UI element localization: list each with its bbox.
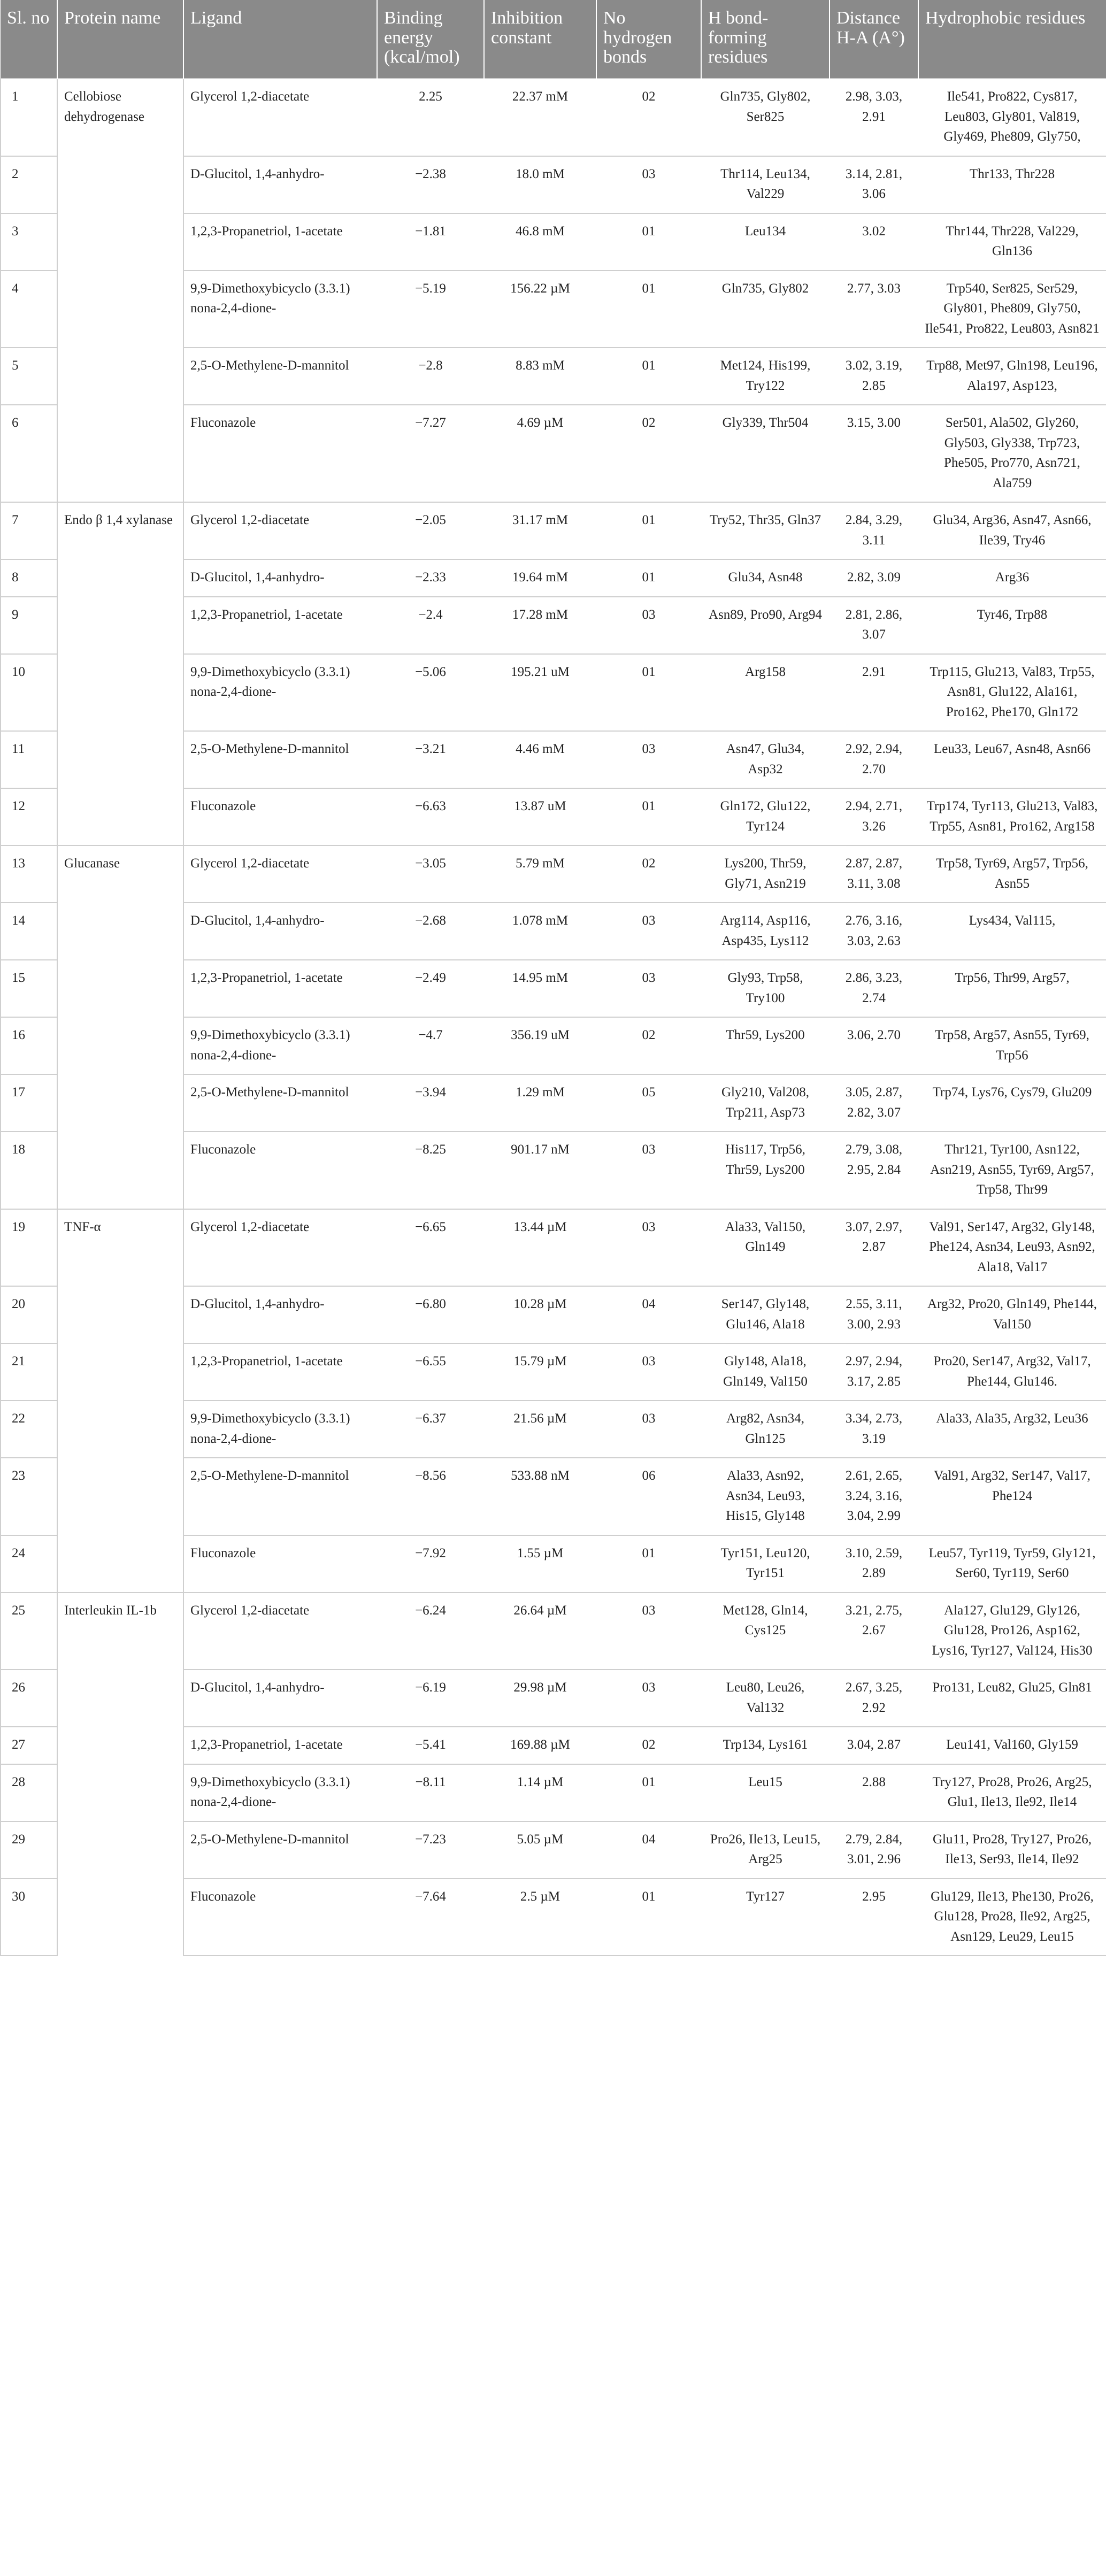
cell-inhibition-constant: 156.22 µM bbox=[484, 271, 596, 348]
cell-hydrophobic-residues: Thr133, Thr228 bbox=[918, 156, 1106, 213]
cell-binding-energy: −6.65 bbox=[377, 1209, 484, 1287]
header-ligand: Ligand bbox=[183, 0, 377, 79]
cell-hbond-residues: Met128, Gln14, Cys125 bbox=[701, 1593, 830, 1670]
cell-ligand: 2,5-O-Methylene-D-mannitol bbox=[183, 1458, 377, 1535]
cell-ligand: Glycerol 1,2-diacetate bbox=[183, 502, 377, 559]
cell-distance: 2.79, 3.08, 2.95, 2.84 bbox=[830, 1132, 918, 1209]
cell-hbond-residues: Pro26, Ile13, Leu15, Arg25 bbox=[701, 1821, 830, 1879]
cell-hydrophobic-residues: Val91, Ser147, Arg32, Gly148, Phe124, Asn34, Leu93, Asn92, Ala18, Val17 bbox=[918, 1209, 1106, 1287]
cell-distance: 3.21, 2.75, 2.67 bbox=[830, 1593, 918, 1670]
cell-hydrophobic-residues: Thr121, Tyr100, Asn122, Asn219, Asn55, Tyr69, Arg57, Trp58, Thr99 bbox=[918, 1132, 1106, 1209]
cell-inhibition-constant: 21.56 µM bbox=[484, 1401, 596, 1458]
cell-hydrogen-bonds: 03 bbox=[596, 1401, 701, 1458]
cell-protein-name: Interleukin IL-1b bbox=[57, 1593, 183, 1956]
table-header bbox=[1, 0, 1106, 79]
cell-ligand: 9,9-Dimethoxybicyclo (3.3.1) nona-2,4-dione- bbox=[183, 1764, 377, 1821]
cell-ligand: D-Glucitol, 1,4-anhydro- bbox=[183, 903, 377, 960]
cell-inhibition-constant: 4.46 mM bbox=[484, 731, 596, 788]
cell-sl-no: 9 bbox=[1, 597, 57, 654]
cell-hydrogen-bonds: 01 bbox=[596, 654, 701, 732]
cell-ligand: 1,2,3-Propanetriol, 1-acetate bbox=[183, 213, 377, 271]
header-row bbox=[1, 0, 1106, 79]
cell-ligand: 9,9-Dimethoxybicyclo (3.3.1) nona-2,4-dione- bbox=[183, 1401, 377, 1458]
cell-sl-no: 25 bbox=[1, 1593, 57, 1670]
cell-binding-energy: −6.19 bbox=[377, 1670, 484, 1727]
cell-hydrophobic-residues: Trp58, Arg57, Asn55, Tyr69, Trp56 bbox=[918, 1017, 1106, 1074]
cell-hydrogen-bonds: 01 bbox=[596, 348, 701, 405]
cell-protein-name: Endo β 1,4 xylanase bbox=[57, 502, 183, 845]
cell-binding-energy: −2.33 bbox=[377, 559, 484, 597]
cell-hydrophobic-residues: Pro20, Ser147, Arg32, Val17, Phe144, Glu146. bbox=[918, 1343, 1106, 1401]
cell-distance: 2.98, 3.03, 2.91 bbox=[830, 79, 918, 156]
header-hbond-residues: H bond-forming residues bbox=[701, 0, 830, 79]
cell-hbond-residues: Leu134 bbox=[701, 213, 830, 271]
cell-hydrogen-bonds: 01 bbox=[596, 788, 701, 845]
cell-hydrogen-bonds: 02 bbox=[596, 845, 701, 903]
cell-distance: 2.97, 2.94, 3.17, 2.85 bbox=[830, 1343, 918, 1401]
cell-distance: 2.95 bbox=[830, 1879, 918, 1956]
cell-binding-energy: −3.21 bbox=[377, 731, 484, 788]
cell-binding-energy: −1.81 bbox=[377, 213, 484, 271]
cell-sl-no: 11 bbox=[1, 731, 57, 788]
cell-hydrophobic-residues: Glu129, Ile13, Phe130, Pro26, Glu128, Pro28, Ile92, Arg25, Asn129, Leu29, Leu15 bbox=[918, 1879, 1106, 1956]
cell-binding-energy: −2.38 bbox=[377, 156, 484, 213]
cell-ligand: 9,9-Dimethoxybicyclo (3.3.1) nona-2,4-dione- bbox=[183, 271, 377, 348]
cell-hydrogen-bonds: 01 bbox=[596, 502, 701, 559]
cell-hydrogen-bonds: 03 bbox=[596, 1593, 701, 1670]
cell-ligand: Fluconazole bbox=[183, 1132, 377, 1209]
cell-binding-energy: −6.37 bbox=[377, 1401, 484, 1458]
cell-hbond-residues: Gln735, Gly802 bbox=[701, 271, 830, 348]
cell-hbond-residues: Ala33, Asn92, Asn34, Leu93, His15, Gly148 bbox=[701, 1458, 830, 1535]
table-row bbox=[1, 1593, 1106, 1670]
cell-binding-energy: −3.05 bbox=[377, 845, 484, 903]
cell-hbond-residues: Arg82, Asn34, Gln125 bbox=[701, 1401, 830, 1458]
cell-hydrophobic-residues: Ser501, Ala502, Gly260, Gly503, Gly338, Trp723, Phe505, Pro770, Asn721, Ala759 bbox=[918, 405, 1106, 502]
cell-hydrogen-bonds: 04 bbox=[596, 1286, 701, 1343]
cell-ligand: D-Glucitol, 1,4-anhydro- bbox=[183, 1286, 377, 1343]
cell-inhibition-constant: 10.28 µM bbox=[484, 1286, 596, 1343]
cell-hbond-residues: Thr114, Leu134, Val229 bbox=[701, 156, 830, 213]
cell-hbond-residues: Lys200, Thr59, Gly71, Asn219 bbox=[701, 845, 830, 903]
cell-hydrophobic-residues: Trp56, Thr99, Arg57, bbox=[918, 960, 1106, 1017]
cell-distance: 2.84, 3.29, 3.11 bbox=[830, 502, 918, 559]
cell-distance: 3.02 bbox=[830, 213, 918, 271]
cell-binding-energy: −7.27 bbox=[377, 405, 484, 502]
cell-inhibition-constant: 901.17 nM bbox=[484, 1132, 596, 1209]
cell-hydrophobic-residues: Trp88, Met97, Gln198, Leu196, Ala197, Asp123, bbox=[918, 348, 1106, 405]
cell-inhibition-constant: 5.05 µM bbox=[484, 1821, 596, 1879]
cell-ligand: 2,5-O-Methylene-D-mannitol bbox=[183, 348, 377, 405]
cell-hbond-residues: Thr59, Lys200 bbox=[701, 1017, 830, 1074]
cell-distance: 2.92, 2.94, 2.70 bbox=[830, 731, 918, 788]
cell-hbond-residues: Gly210, Val208, Trp211, Asp73 bbox=[701, 1074, 830, 1132]
cell-hydrogen-bonds: 03 bbox=[596, 903, 701, 960]
cell-distance: 2.55, 3.11, 3.00, 2.93 bbox=[830, 1286, 918, 1343]
header-binding-energy: Binding energy (kcal/mol) bbox=[377, 0, 484, 79]
cell-ligand: Fluconazole bbox=[183, 1879, 377, 1956]
cell-hydrogen-bonds: 01 bbox=[596, 213, 701, 271]
cell-hydrogen-bonds: 02 bbox=[596, 1017, 701, 1074]
cell-sl-no: 21 bbox=[1, 1343, 57, 1401]
cell-ligand: 1,2,3-Propanetriol, 1-acetate bbox=[183, 960, 377, 1017]
cell-distance: 2.67, 3.25, 2.92 bbox=[830, 1670, 918, 1727]
cell-inhibition-constant: 1.14 µM bbox=[484, 1764, 596, 1821]
cell-binding-energy: −2.4 bbox=[377, 597, 484, 654]
cell-sl-no: 29 bbox=[1, 1821, 57, 1879]
cell-hydrophobic-residues: Leu57, Tyr119, Tyr59, Gly121, Ser60, Tyr119, Ser60 bbox=[918, 1535, 1106, 1593]
cell-sl-no: 14 bbox=[1, 903, 57, 960]
cell-sl-no: 22 bbox=[1, 1401, 57, 1458]
cell-hydrophobic-residues: Thr144, Thr228, Val229, Gln136 bbox=[918, 213, 1106, 271]
cell-sl-no: 16 bbox=[1, 1017, 57, 1074]
cell-sl-no: 1 bbox=[1, 79, 57, 156]
cell-hbond-residues: Gly93, Trp58, Try100 bbox=[701, 960, 830, 1017]
cell-hydrogen-bonds: 02 bbox=[596, 1727, 701, 1764]
cell-sl-no: 2 bbox=[1, 156, 57, 213]
cell-ligand: 1,2,3-Propanetriol, 1-acetate bbox=[183, 1343, 377, 1401]
cell-ligand: Fluconazole bbox=[183, 788, 377, 845]
cell-hydrophobic-residues: Arg36 bbox=[918, 559, 1106, 597]
cell-hydrogen-bonds: 03 bbox=[596, 731, 701, 788]
cell-sl-no: 18 bbox=[1, 1132, 57, 1209]
cell-hydrogen-bonds: 02 bbox=[596, 405, 701, 502]
cell-sl-no: 27 bbox=[1, 1727, 57, 1764]
cell-ligand: D-Glucitol, 1,4-anhydro- bbox=[183, 1670, 377, 1727]
cell-hydrophobic-residues: Ile541, Pro822, Cys817, Leu803, Gly801, Val819, Gly469, Phe809, Gly750, bbox=[918, 79, 1106, 156]
cell-sl-no: 28 bbox=[1, 1764, 57, 1821]
cell-distance: 3.34, 2.73, 3.19 bbox=[830, 1401, 918, 1458]
cell-hydrogen-bonds: 04 bbox=[596, 1821, 701, 1879]
cell-ligand: 2,5-O-Methylene-D-mannitol bbox=[183, 1074, 377, 1132]
cell-inhibition-constant: 26.64 µM bbox=[484, 1593, 596, 1670]
cell-distance: 3.05, 2.87, 2.82, 3.07 bbox=[830, 1074, 918, 1132]
cell-distance: 2.87, 2.87, 3.11, 3.08 bbox=[830, 845, 918, 903]
cell-hbond-residues: Gly339, Thr504 bbox=[701, 405, 830, 502]
cell-sl-no: 4 bbox=[1, 271, 57, 348]
cell-hydrogen-bonds: 05 bbox=[596, 1074, 701, 1132]
cell-sl-no: 30 bbox=[1, 1879, 57, 1956]
cell-protein-name: Cellobiose dehydrogenase bbox=[57, 79, 183, 502]
cell-sl-no: 8 bbox=[1, 559, 57, 597]
header-hydrogen-bonds: No hydrogen bonds bbox=[596, 0, 701, 79]
cell-binding-energy: −5.19 bbox=[377, 271, 484, 348]
cell-distance: 2.88 bbox=[830, 1764, 918, 1821]
cell-inhibition-constant: 17.28 mM bbox=[484, 597, 596, 654]
cell-inhibition-constant: 13.87 uM bbox=[484, 788, 596, 845]
cell-sl-no: 13 bbox=[1, 845, 57, 903]
table-body bbox=[1, 79, 1106, 1956]
table-row bbox=[1, 79, 1106, 156]
cell-hbond-residues: Leu15 bbox=[701, 1764, 830, 1821]
cell-distance: 3.15, 3.00 bbox=[830, 405, 918, 502]
cell-ligand: 9,9-Dimethoxybicyclo (3.3.1) nona-2,4-dione- bbox=[183, 654, 377, 732]
cell-ligand: Glycerol 1,2-diacetate bbox=[183, 1209, 377, 1287]
cell-hbond-residues: Met124, His199, Try122 bbox=[701, 348, 830, 405]
cell-inhibition-constant: 1.55 µM bbox=[484, 1535, 596, 1593]
cell-inhibition-constant: 29.98 µM bbox=[484, 1670, 596, 1727]
cell-hydrogen-bonds: 03 bbox=[596, 1343, 701, 1401]
cell-hydrogen-bonds: 03 bbox=[596, 597, 701, 654]
cell-hydrogen-bonds: 03 bbox=[596, 1209, 701, 1287]
cell-hydrophobic-residues: Trp115, Glu213, Val83, Trp55, Asn81, Glu122, Ala161, Pro162, Phe170, Gln172 bbox=[918, 654, 1106, 732]
cell-inhibition-constant: 169.88 µM bbox=[484, 1727, 596, 1764]
cell-binding-energy: −6.55 bbox=[377, 1343, 484, 1401]
cell-inhibition-constant: 18.0 mM bbox=[484, 156, 596, 213]
cell-binding-energy: −5.41 bbox=[377, 1727, 484, 1764]
cell-inhibition-constant: 31.17 mM bbox=[484, 502, 596, 559]
cell-hydrogen-bonds: 01 bbox=[596, 271, 701, 348]
cell-binding-energy: −2.68 bbox=[377, 903, 484, 960]
cell-hydrophobic-residues: Glu34, Arg36, Asn47, Asn66, Ile39, Try46 bbox=[918, 502, 1106, 559]
cell-binding-energy: 2.25 bbox=[377, 79, 484, 156]
cell-ligand: 9,9-Dimethoxybicyclo (3.3.1) nona-2,4-dione- bbox=[183, 1017, 377, 1074]
table-row bbox=[1, 502, 1106, 559]
cell-distance: 3.02, 3.19, 2.85 bbox=[830, 348, 918, 405]
cell-hydrogen-bonds: 03 bbox=[596, 1670, 701, 1727]
cell-ligand: Fluconazole bbox=[183, 405, 377, 502]
cell-hydrophobic-residues: Ala33, Ala35, Arg32, Leu36 bbox=[918, 1401, 1106, 1458]
cell-ligand: Glycerol 1,2-diacetate bbox=[183, 845, 377, 903]
cell-sl-no: 6 bbox=[1, 405, 57, 502]
cell-ligand: Fluconazole bbox=[183, 1535, 377, 1593]
cell-sl-no: 23 bbox=[1, 1458, 57, 1535]
cell-binding-energy: −8.56 bbox=[377, 1458, 484, 1535]
cell-binding-energy: −7.92 bbox=[377, 1535, 484, 1593]
cell-ligand: 2,5-O-Methylene-D-mannitol bbox=[183, 731, 377, 788]
cell-hydrophobic-residues: Leu33, Leu67, Asn48, Asn66 bbox=[918, 731, 1106, 788]
cell-ligand: 2,5-O-Methylene-D-mannitol bbox=[183, 1821, 377, 1879]
cell-sl-no: 17 bbox=[1, 1074, 57, 1132]
header-hydrophobic-residues: Hydrophobic residues bbox=[918, 0, 1106, 79]
cell-hydrophobic-residues: Arg32, Pro20, Gln149, Phe144, Val150 bbox=[918, 1286, 1106, 1343]
cell-inhibition-constant: 1.29 mM bbox=[484, 1074, 596, 1132]
cell-sl-no: 5 bbox=[1, 348, 57, 405]
cell-hydrogen-bonds: 03 bbox=[596, 1132, 701, 1209]
cell-binding-energy: −3.94 bbox=[377, 1074, 484, 1132]
cell-hbond-residues: Gln735, Gly802, Ser825 bbox=[701, 79, 830, 156]
cell-distance: 3.07, 2.97, 2.87 bbox=[830, 1209, 918, 1287]
cell-hbond-residues: Ala33, Val150, Gln149 bbox=[701, 1209, 830, 1287]
cell-distance: 2.94, 2.71, 3.26 bbox=[830, 788, 918, 845]
cell-hbond-residues: Asn89, Pro90, Arg94 bbox=[701, 597, 830, 654]
cell-hydrophobic-residues: Trp74, Lys76, Cys79, Glu209 bbox=[918, 1074, 1106, 1132]
cell-binding-energy: −5.06 bbox=[377, 654, 484, 732]
cell-hbond-residues: Gly148, Ala18, Gln149, Val150 bbox=[701, 1343, 830, 1401]
cell-inhibition-constant: 14.95 mM bbox=[484, 960, 596, 1017]
cell-hydrophobic-residues: Ala127, Glu129, Gly126, Glu128, Pro126, Asp162, Lys16, Tyr127, Val124, His30 bbox=[918, 1593, 1106, 1670]
cell-sl-no: 24 bbox=[1, 1535, 57, 1593]
cell-hbond-residues: Asn47, Glu34, Asp32 bbox=[701, 731, 830, 788]
cell-inhibition-constant: 5.79 mM bbox=[484, 845, 596, 903]
cell-hbond-residues: Glu34, Asn48 bbox=[701, 559, 830, 597]
cell-ligand: D-Glucitol, 1,4-anhydro- bbox=[183, 559, 377, 597]
header-sl-no: Sl. no bbox=[1, 0, 57, 79]
cell-sl-no: 15 bbox=[1, 960, 57, 1017]
cell-ligand: 1,2,3-Propanetriol, 1-acetate bbox=[183, 597, 377, 654]
cell-hydrophobic-residues: Val91, Arg32, Ser147, Val17, Phe124 bbox=[918, 1458, 1106, 1535]
cell-inhibition-constant: 2.5 µM bbox=[484, 1879, 596, 1956]
cell-hydrophobic-residues: Lys434, Val115, bbox=[918, 903, 1106, 960]
cell-hbond-residues: Tyr151, Leu120, Tyr151 bbox=[701, 1535, 830, 1593]
cell-inhibition-constant: 22.37 mM bbox=[484, 79, 596, 156]
cell-binding-energy: −2.05 bbox=[377, 502, 484, 559]
cell-inhibition-constant: 195.21 uM bbox=[484, 654, 596, 732]
cell-hbond-residues: His117, Trp56, Thr59, Lys200 bbox=[701, 1132, 830, 1209]
cell-hydrogen-bonds: 03 bbox=[596, 960, 701, 1017]
cell-sl-no: 19 bbox=[1, 1209, 57, 1287]
cell-hbond-residues: Trp134, Lys161 bbox=[701, 1727, 830, 1764]
cell-hydrogen-bonds: 01 bbox=[596, 1879, 701, 1956]
cell-distance: 2.81, 2.86, 3.07 bbox=[830, 597, 918, 654]
cell-hydrophobic-residues: Trp174, Tyr113, Glu213, Val83, Trp55, Asn81, Pro162, Arg158 bbox=[918, 788, 1106, 845]
cell-protein-name: Glucanase bbox=[57, 845, 183, 1209]
cell-distance: 3.06, 2.70 bbox=[830, 1017, 918, 1074]
cell-hydrogen-bonds: 01 bbox=[596, 559, 701, 597]
cell-distance: 2.76, 3.16, 3.03, 2.63 bbox=[830, 903, 918, 960]
cell-inhibition-constant: 533.88 nM bbox=[484, 1458, 596, 1535]
cell-binding-energy: −6.24 bbox=[377, 1593, 484, 1670]
cell-hydrogen-bonds: 01 bbox=[596, 1535, 701, 1593]
cell-hydrogen-bonds: 06 bbox=[596, 1458, 701, 1535]
cell-binding-energy: −2.8 bbox=[377, 348, 484, 405]
cell-hbond-residues: Arg114, Asp116, Asp435, Lys112 bbox=[701, 903, 830, 960]
cell-hydrogen-bonds: 02 bbox=[596, 79, 701, 156]
cell-hbond-residues: Leu80, Leu26, Val132 bbox=[701, 1670, 830, 1727]
cell-hydrophobic-residues: Tyr46, Trp88 bbox=[918, 597, 1106, 654]
cell-sl-no: 7 bbox=[1, 502, 57, 559]
cell-binding-energy: −7.64 bbox=[377, 1879, 484, 1956]
cell-inhibition-constant: 46.8 mM bbox=[484, 213, 596, 271]
cell-hydrophobic-residues: Glu11, Pro28, Try127, Pro26, Ile13, Ser93, Ile14, Ile92 bbox=[918, 1821, 1106, 1879]
cell-inhibition-constant: 19.64 mM bbox=[484, 559, 596, 597]
cell-inhibition-constant: 8.83 mM bbox=[484, 348, 596, 405]
cell-hydrophobic-residues: Trp58, Tyr69, Arg57, Trp56, Asn55 bbox=[918, 845, 1106, 903]
cell-ligand: Glycerol 1,2-diacetate bbox=[183, 1593, 377, 1670]
header-distance: Distance H-A (A°) bbox=[830, 0, 918, 79]
cell-sl-no: 20 bbox=[1, 1286, 57, 1343]
cell-distance: 2.79, 2.84, 3.01, 2.96 bbox=[830, 1821, 918, 1879]
cell-binding-energy: −8.11 bbox=[377, 1764, 484, 1821]
table-row bbox=[1, 845, 1106, 903]
cell-distance: 2.61, 2.65, 3.24, 3.16, 3.04, 2.99 bbox=[830, 1458, 918, 1535]
cell-binding-energy: −8.25 bbox=[377, 1132, 484, 1209]
cell-inhibition-constant: 4.69 µM bbox=[484, 405, 596, 502]
cell-sl-no: 12 bbox=[1, 788, 57, 845]
cell-binding-energy: −4.7 bbox=[377, 1017, 484, 1074]
cell-binding-energy: −6.80 bbox=[377, 1286, 484, 1343]
cell-distance: 2.77, 3.03 bbox=[830, 271, 918, 348]
cell-inhibition-constant: 13.44 µM bbox=[484, 1209, 596, 1287]
cell-binding-energy: −2.49 bbox=[377, 960, 484, 1017]
cell-hydrophobic-residues: Trp540, Ser825, Ser529, Gly801, Phe809, Gly750, Ile541, Pro822, Leu803, Asn821 bbox=[918, 271, 1106, 348]
cell-hydrophobic-residues: Leu141, Val160, Gly159 bbox=[918, 1727, 1106, 1764]
cell-distance: 2.91 bbox=[830, 654, 918, 732]
header-protein-name: Protein name bbox=[57, 0, 183, 79]
cell-ligand: 1,2,3-Propanetriol, 1-acetate bbox=[183, 1727, 377, 1764]
cell-hydrophobic-residues: Try127, Pro28, Pro26, Arg25, Glu1, Ile13, Ile92, Ile14 bbox=[918, 1764, 1106, 1821]
cell-sl-no: 26 bbox=[1, 1670, 57, 1727]
table-row bbox=[1, 1209, 1106, 1287]
cell-hbond-residues: Ser147, Gly148, Glu146, Ala18 bbox=[701, 1286, 830, 1343]
cell-hydrophobic-residues: Pro131, Leu82, Glu25, Gln81 bbox=[918, 1670, 1106, 1727]
cell-hbond-residues: Tyr127 bbox=[701, 1879, 830, 1956]
header-inhibition-constant: Inhibition constant bbox=[484, 0, 596, 79]
cell-distance: 2.86, 3.23, 2.74 bbox=[830, 960, 918, 1017]
cell-hydrogen-bonds: 03 bbox=[596, 156, 701, 213]
cell-distance: 3.10, 2.59, 2.89 bbox=[830, 1535, 918, 1593]
cell-sl-no: 10 bbox=[1, 654, 57, 732]
cell-protein-name: TNF-α bbox=[57, 1209, 183, 1593]
cell-inhibition-constant: 15.79 µM bbox=[484, 1343, 596, 1401]
cell-binding-energy: −6.63 bbox=[377, 788, 484, 845]
cell-hbond-residues: Gln172, Glu122, Tyr124 bbox=[701, 788, 830, 845]
cell-distance: 3.14, 2.81, 3.06 bbox=[830, 156, 918, 213]
cell-binding-energy: −7.23 bbox=[377, 1821, 484, 1879]
cell-inhibition-constant: 356.19 uM bbox=[484, 1017, 596, 1074]
cell-hydrogen-bonds: 01 bbox=[596, 1764, 701, 1821]
cell-distance: 2.82, 3.09 bbox=[830, 559, 918, 597]
cell-hbond-residues: Arg158 bbox=[701, 654, 830, 732]
cell-distance: 3.04, 2.87 bbox=[830, 1727, 918, 1764]
cell-ligand: D-Glucitol, 1,4-anhydro- bbox=[183, 156, 377, 213]
cell-inhibition-constant: 1.078 mM bbox=[484, 903, 596, 960]
cell-ligand: Glycerol 1,2-diacetate bbox=[183, 79, 377, 156]
cell-sl-no: 3 bbox=[1, 213, 57, 271]
cell-hbond-residues: Try52, Thr35, Gln37 bbox=[701, 502, 830, 559]
